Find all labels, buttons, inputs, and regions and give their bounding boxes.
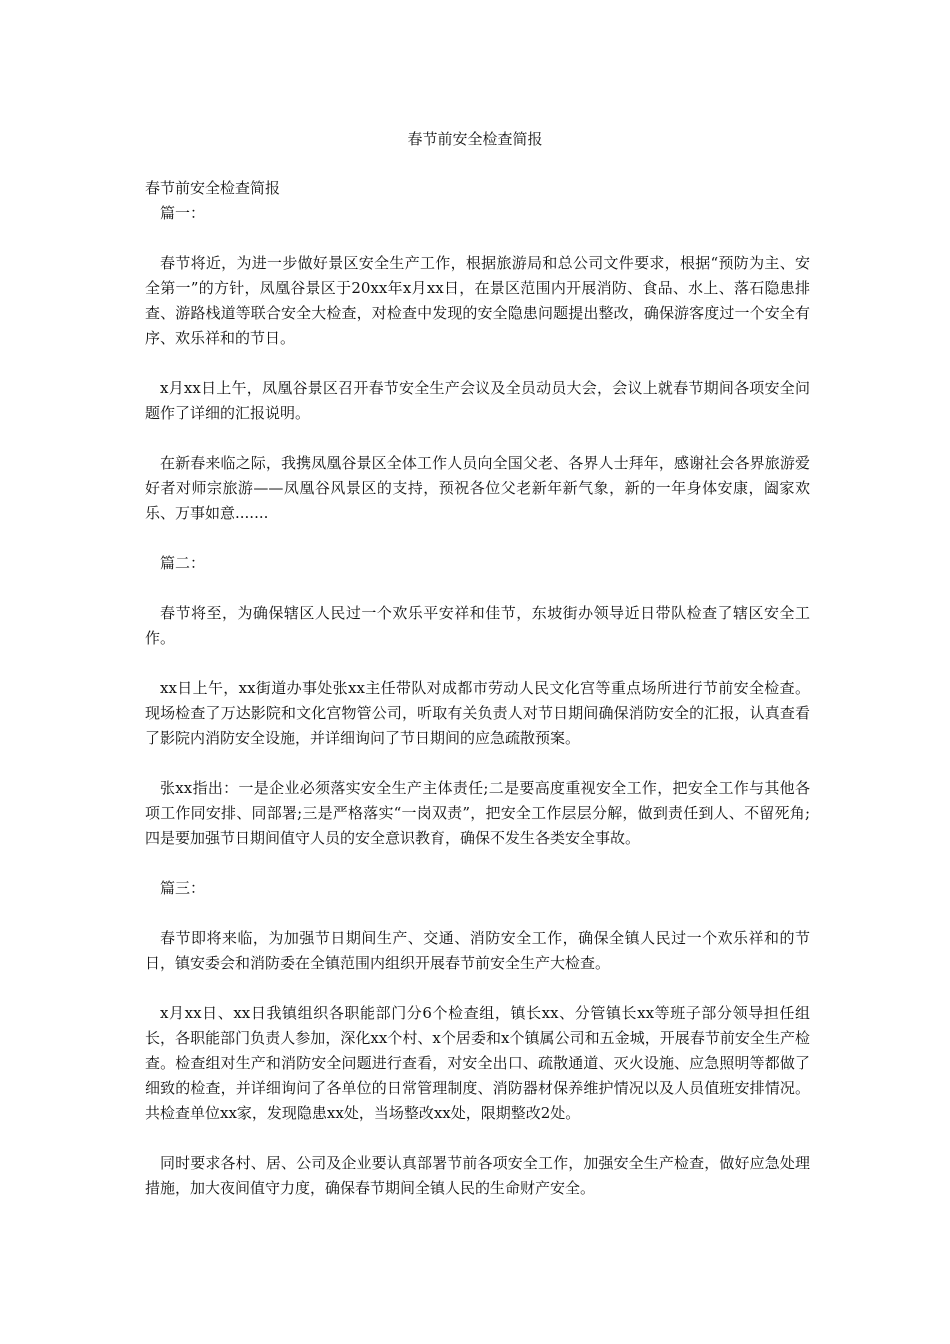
section-3-paragraph-1: 春节即将来临，为加强节日期间生产、交通、消防安全工作，确保全镇人民过一个欢乐祥和的节日，镇安委会和消防委在全镇范围内组织开展春节前安全生产大检查。 [145, 929, 810, 972]
section-2-paragraph-2: xx日上午，xx街道办事处张xx主任带队对成都市劳动人民文化宫等重点场所进行节前安全检查。现场检查了万达影院和文化宫物管公司，听取有关负责人对节日期间确保消防安全的汇报，认真查看了影院内消防安全设施，并详细询问了节日期间的应急疏散预案。 [145, 679, 810, 747]
section-3-paragraph-3: 同时要求各村、居、公司及企业要认真部署节前各项安全工作，加强安全生产检查，做好应急处理措施，加大夜间值守力度，确保春节期间全镇人民的生命财产安全。 [145, 1154, 810, 1197]
document-body [145, 176, 810, 1201]
section-label-2: 篇二： [160, 554, 206, 572]
section-label-3: 篇三： [160, 879, 206, 897]
section-2-paragraph-1: 春节将至，为确保辖区人民过一个欢乐平安祥和佳节，东坡街办领导近日带队检查了辖区安全工作。 [145, 604, 810, 647]
section-2-paragraph-3: 张xx指出：一是企业必须落实安全生产主体责任;二是要高度重视安全工作，把安全工作与其他各项工作同安排、同部署;三是严格落实“一岗双责”，把安全工作层层分解，做到责任到人、不留死角;四是要加强节日期间值守人员的安全意识教育，确保不发生各类安全事故。 [145, 779, 810, 847]
section-3-paragraph-2: x月xx日、xx日我镇组织各职能部门分6个检查组，镇长xx、分管镇长xx等班子部分领导担任组长，各职能部门负责人参加，深化xx个村、x个居委和x个镇属公司和五金城，开展春节前安全生产检查。检查组对生产和消防安全问题进行查看，对安全出口、疏散通道、灭火设施、应急照明等都做了细致的检查，并详细询问了各单位的日常管理制度、消防器材保养维护情况以及人员值班安排情况。共检查单位xx家，发现隐患xx处，当场整改xx处，限期整改2处。 [145, 1004, 810, 1122]
section-1-paragraph-3: 在新春来临之际，我携凤凰谷景区全体工作人员向全国父老、各界人士拜年，感谢社会各界旅游爱好者对师宗旅游——凤凰谷风景区的支持，预祝各位父老新年新气象，新的一年身体安康，阖家欢乐、万事如意....... [145, 454, 810, 522]
document-subtitle: 春节前安全检查简报 [145, 179, 281, 197]
section-label-1: 篇一： [160, 204, 206, 222]
document-title: 春节前安全检查简报 [407, 130, 543, 148]
section-1-paragraph-1: 春节将近，为进一步做好景区安全生产工作，根据旅游局和总公司文件要求，根据“预防为主、安全第一”的方针，凤凰谷景区于20xx年x月xx日，在景区范围内开展消防、食品、水上、落石隐患排查、游路栈道等联合安全大检查，对检查中发现的安全隐患问题提出整改，确保游客度过一个安全有序、欢乐祥和的节日。 [145, 254, 810, 347]
section-1-paragraph-2: x月xx日上午，凤凰谷景区召开春节安全生产会议及全员动员大会，会议上就春节期间各项安全问题作了详细的汇报说明。 [145, 379, 810, 422]
